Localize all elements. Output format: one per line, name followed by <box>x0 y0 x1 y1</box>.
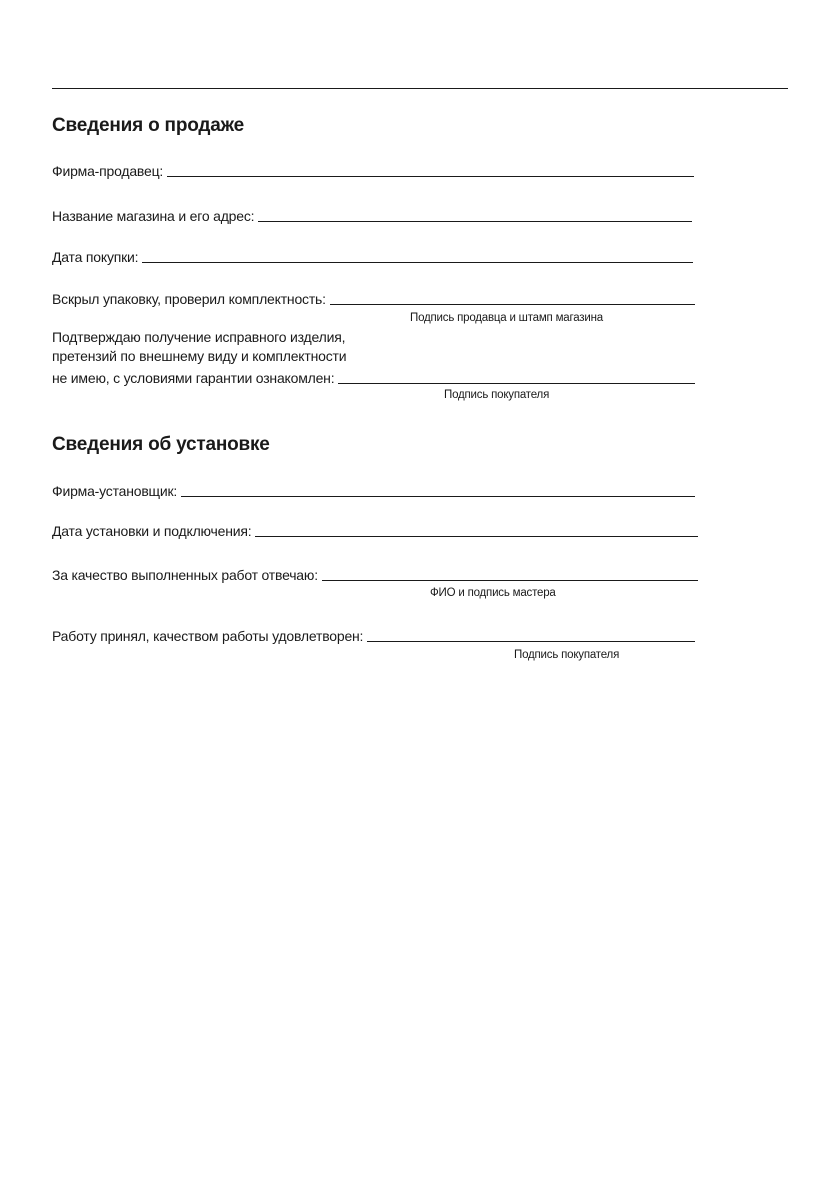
confirm-text-line3: не имею, с условиями гарантии ознакомлен: <box>52 370 335 386</box>
store-label: Название магазина и его адрес: <box>52 208 255 224</box>
opened-label: Вскрыл упаковку, проверил комплектность: <box>52 291 326 307</box>
purchase-date-label: Дата покупки: <box>52 249 139 265</box>
seller-label: Фирма-продавец: <box>52 163 164 179</box>
master-signature-line[interactable] <box>322 566 698 581</box>
purchase-date-field <box>52 248 693 266</box>
install-date-input-line[interactable] <box>255 522 698 537</box>
accepted-signature-caption: Подпись покупателя <box>514 649 620 661</box>
master-signature-caption: ФИО и подпись мастера <box>430 587 556 599</box>
quality-field <box>52 566 698 584</box>
opened-field <box>52 290 695 308</box>
confirm-text-line1: Подтверждаю получение исправного изделия, <box>52 329 346 345</box>
sale-section-title: Сведения о продаже <box>52 115 245 136</box>
quality-label: За качество выполненных работ отвечаю: <box>52 567 318 583</box>
confirm-field <box>52 369 695 387</box>
install-section-title: Сведения об установке <box>52 434 270 455</box>
accepted-field <box>52 627 695 645</box>
installer-field <box>52 482 695 500</box>
top-divider <box>52 88 788 89</box>
purchase-date-input-line[interactable] <box>142 248 693 263</box>
confirm-text-line2: претензий по внешнему виду и комплектности <box>52 348 347 364</box>
store-input-line[interactable] <box>258 207 692 222</box>
opened-signature-line[interactable] <box>330 290 695 305</box>
install-date-field <box>52 522 698 540</box>
seller-input-line[interactable] <box>167 162 694 177</box>
store-field <box>52 207 692 225</box>
installer-label: Фирма-установщик: <box>52 483 178 499</box>
seller-field <box>52 162 694 180</box>
accepted-label: Работу принял, качеством работы удовлетворен: <box>52 628 364 644</box>
accepted-signature-line[interactable] <box>367 627 695 642</box>
seller-signature-caption: Подпись продавца и штамп магазина <box>410 312 603 324</box>
installer-input-line[interactable] <box>181 482 695 497</box>
install-date-label: Дата установки и подключения: <box>52 523 252 539</box>
buyer-signature-caption: Подпись покупателя <box>444 389 550 401</box>
buyer-signature-line[interactable] <box>338 369 695 384</box>
